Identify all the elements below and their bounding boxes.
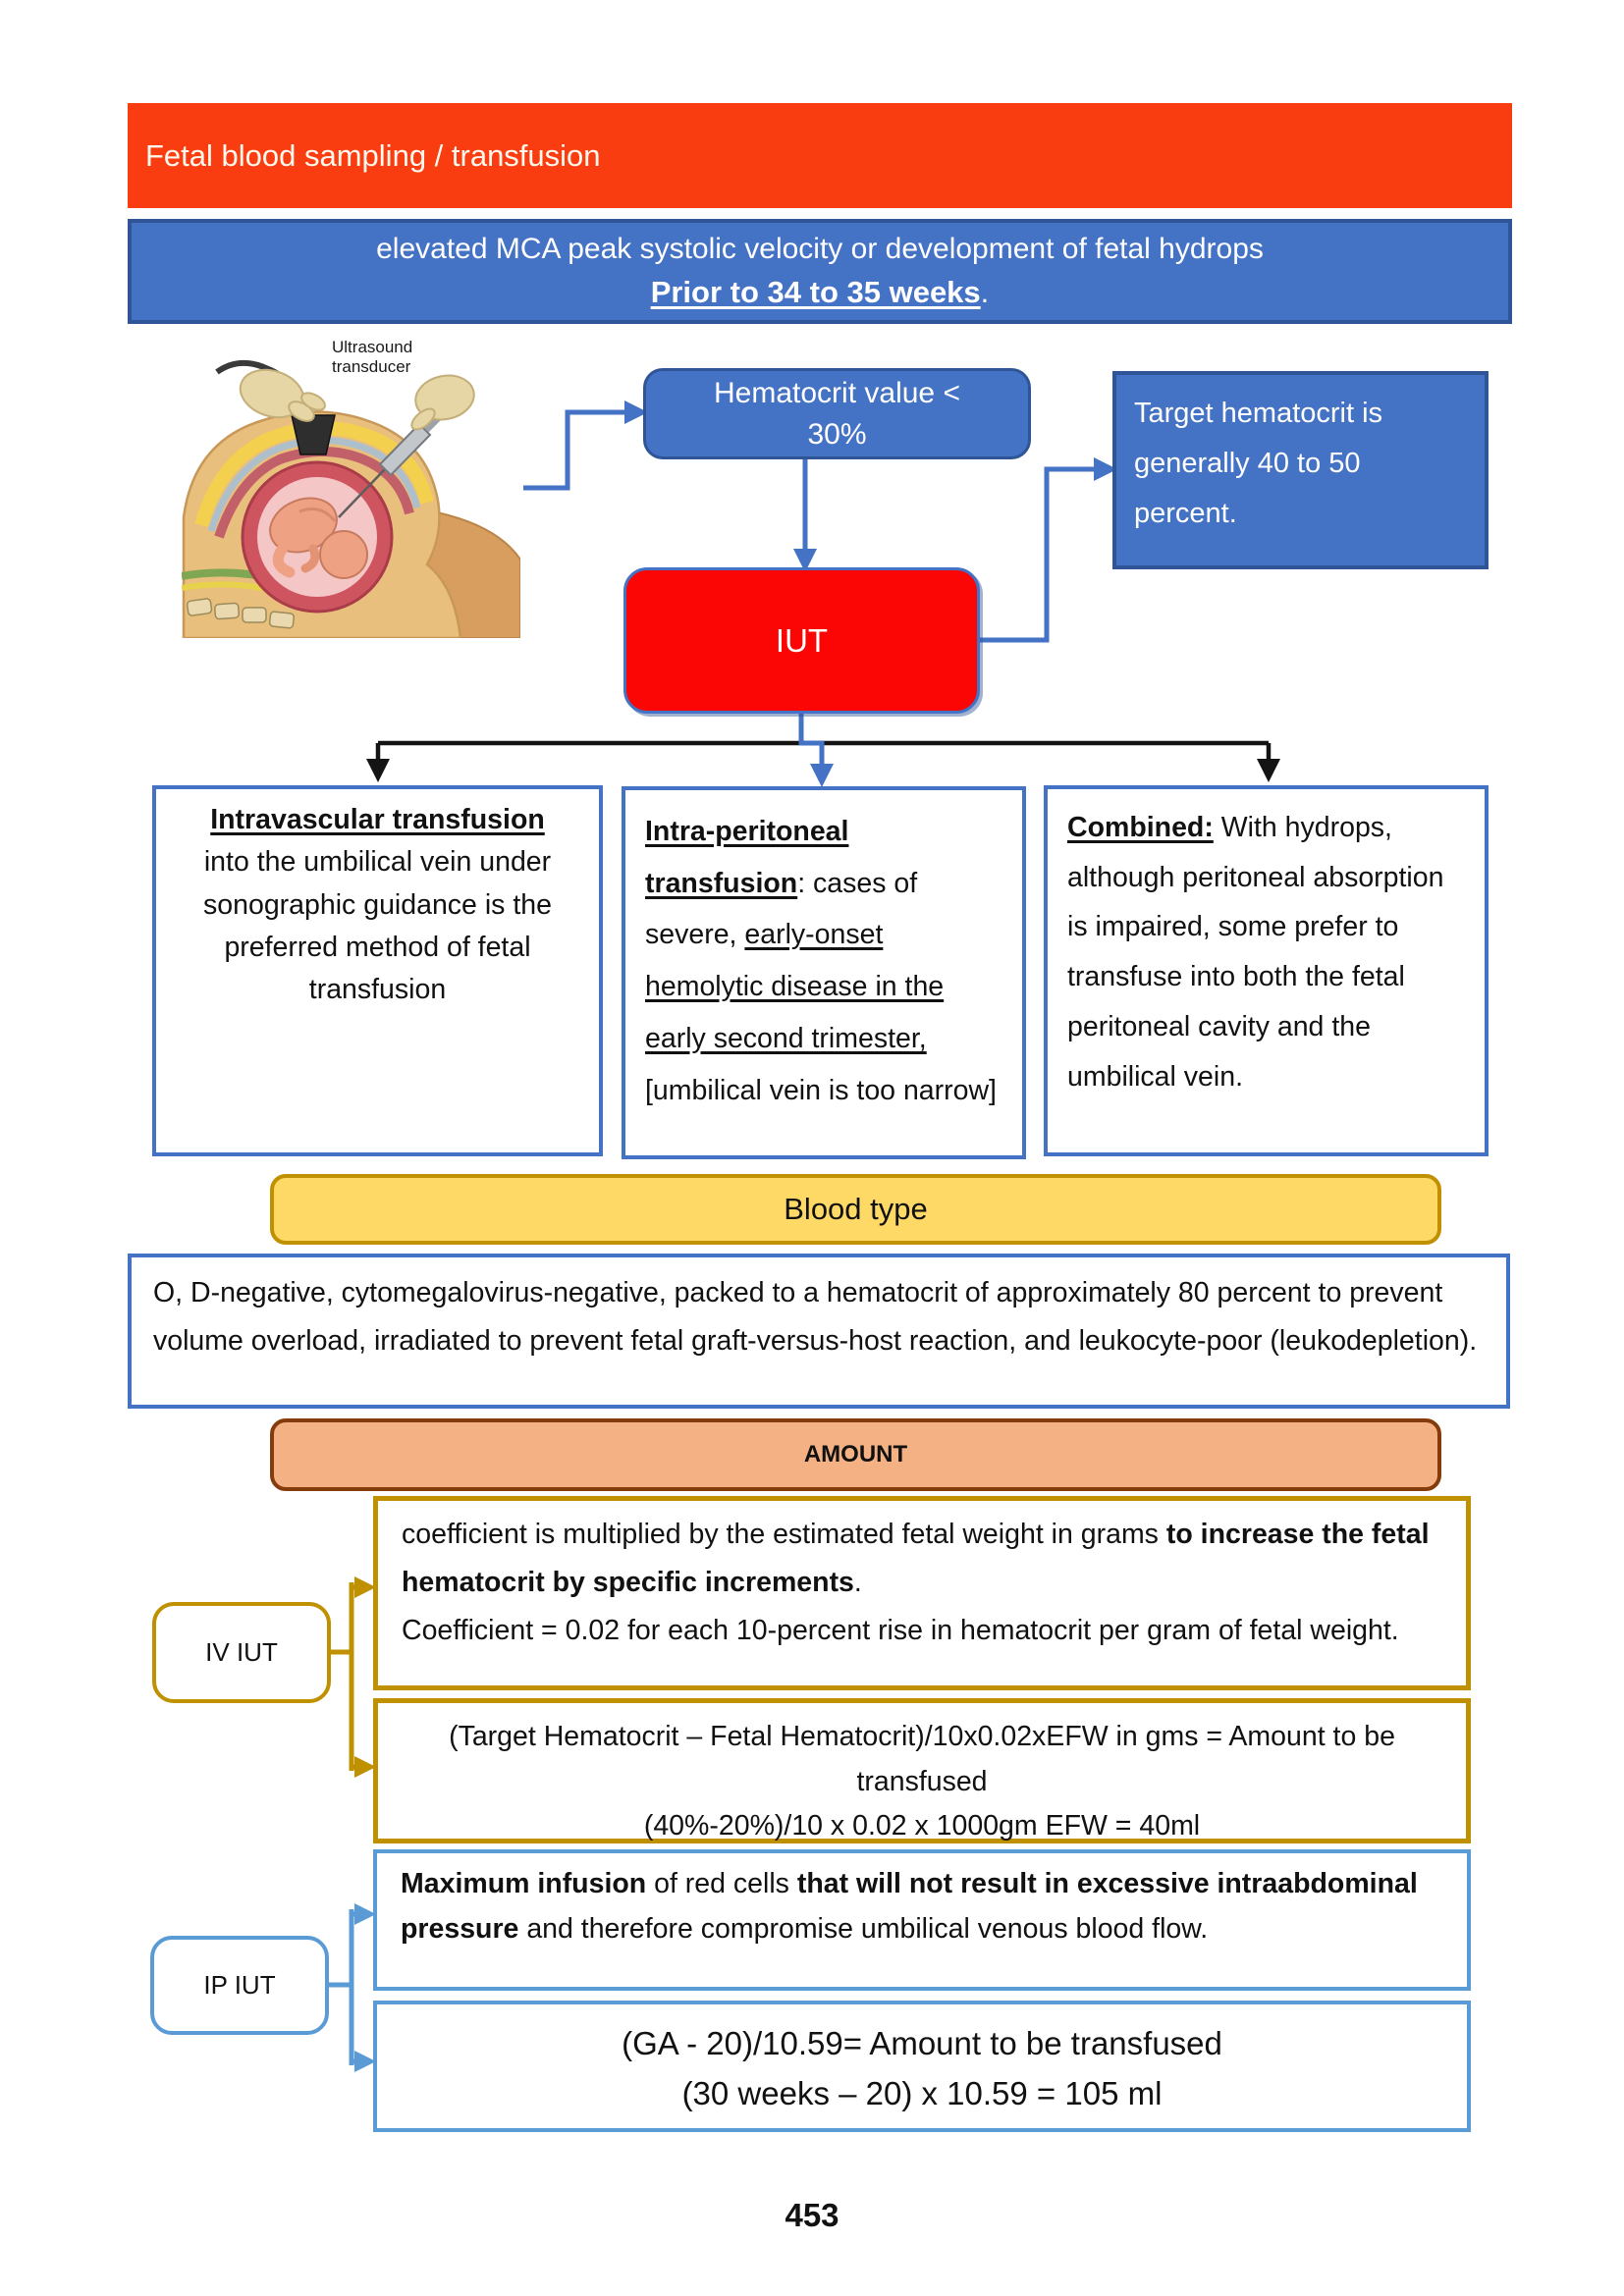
page-title: Fetal blood sampling / transfusion xyxy=(145,137,601,173)
banner-line2: Prior to 34 to 35 weeks. xyxy=(650,274,990,309)
amount-heading: AMOUNT xyxy=(270,1418,1441,1491)
ip-iut-label: IP IUT xyxy=(150,1936,329,2035)
iv-formula-line2: (40%-20%)/10 x 0.02 x 1000gm EFW = 40ml xyxy=(643,1810,1201,1842)
max-infusion-box: Maximum infusion of red cells that will not result in excessive intraabdominal pressure and therefore compromise umbilical venous blood flow. xyxy=(373,1849,1471,1991)
target-hematocrit-box: Target hematocrit is generally 40 to 50 percent. xyxy=(1112,371,1489,569)
ultrasound-illustration xyxy=(182,329,520,638)
ip-formula-box xyxy=(373,2001,1471,2132)
combined-box: Combined: With hydrops, although peritoneal absorption is impaired, some prefer to transfuse into both the fetal peritoneal cavity and the umbilical vein. xyxy=(1044,785,1489,1156)
intraperitoneal-title: Intra-peritoneal transfusion xyxy=(645,816,849,899)
iv-formula-box xyxy=(373,1698,1471,1843)
intravascular-body: into the umbilical vein under sonographic guidance is the preferred method of fetal transfusion xyxy=(203,846,552,1006)
iv-iut-branch xyxy=(331,1582,352,1771)
combined-title: Combined: xyxy=(1067,812,1214,843)
hematocrit-box xyxy=(643,368,1031,459)
intravascular-title: Intravascular transfusion xyxy=(210,804,545,835)
page-header-bar xyxy=(128,103,1512,208)
iv-formula-line1: (Target Hematocrit – Fetal Hematocrit)/10x0.02xEFW in gms = Amount to be transfused xyxy=(449,1721,1395,1797)
banner-line1: elevated MCA peak systolic velocity or development of fetal hydrops xyxy=(376,233,1264,266)
blood-type-description: O, D-negative, cytomegalovirus-negative, packed to a hematocrit of approximately 80 percent to prevent volume overload, irradiated to prevent fetal graft-versus-host reaction, and leukocyte-poor (leukodepletion). xyxy=(128,1254,1510,1409)
ip-formula-line1: (GA - 20)/10.59= Amount to be transfused xyxy=(622,2025,1222,2061)
hand-left xyxy=(235,362,328,425)
hematocrit-line1: Hematocrit value < xyxy=(714,376,960,409)
ip-formula-line2: (30 weeks – 20) x 10.59 = 105 ml xyxy=(681,2075,1163,2112)
ip-iut-branch xyxy=(329,1909,352,2065)
page-number: 453 xyxy=(785,2197,839,2233)
indication-banner xyxy=(128,219,1512,324)
coefficient-box xyxy=(373,1496,1471,1690)
arrow-iut-to-target xyxy=(980,469,1099,640)
iut-box: IUT xyxy=(623,567,980,714)
illustration-label-line1: Ultrasound xyxy=(332,338,413,356)
coefficient-line2: Coefficient = 0.02 for each 10-percent rise in hematocrit per gram of fetal weight. xyxy=(402,1615,1399,1647)
iv-iut-label: IV IUT xyxy=(152,1602,331,1703)
hematocrit-line2: 30% xyxy=(807,417,867,451)
arrow-image-to-hematocrit xyxy=(523,412,629,488)
blood-type-heading: Blood type xyxy=(270,1174,1441,1245)
coefficient-paragraph: coefficient is multiplied by the estimated fetal weight in grams to increase the fetal hematocrit by specific increments. xyxy=(402,1519,1430,1599)
hand-right xyxy=(408,370,478,433)
intraperitoneal-box: Intra-peritoneal transfusion: cases of severe, early-onset hemolytic disease in the early second trimester, [umbilical vein is too narrow] xyxy=(622,786,1026,1159)
arrow-to-intraperitoneal xyxy=(801,714,822,769)
intravascular-box xyxy=(152,785,603,1156)
illustration-label-line2: transducer xyxy=(332,357,411,376)
